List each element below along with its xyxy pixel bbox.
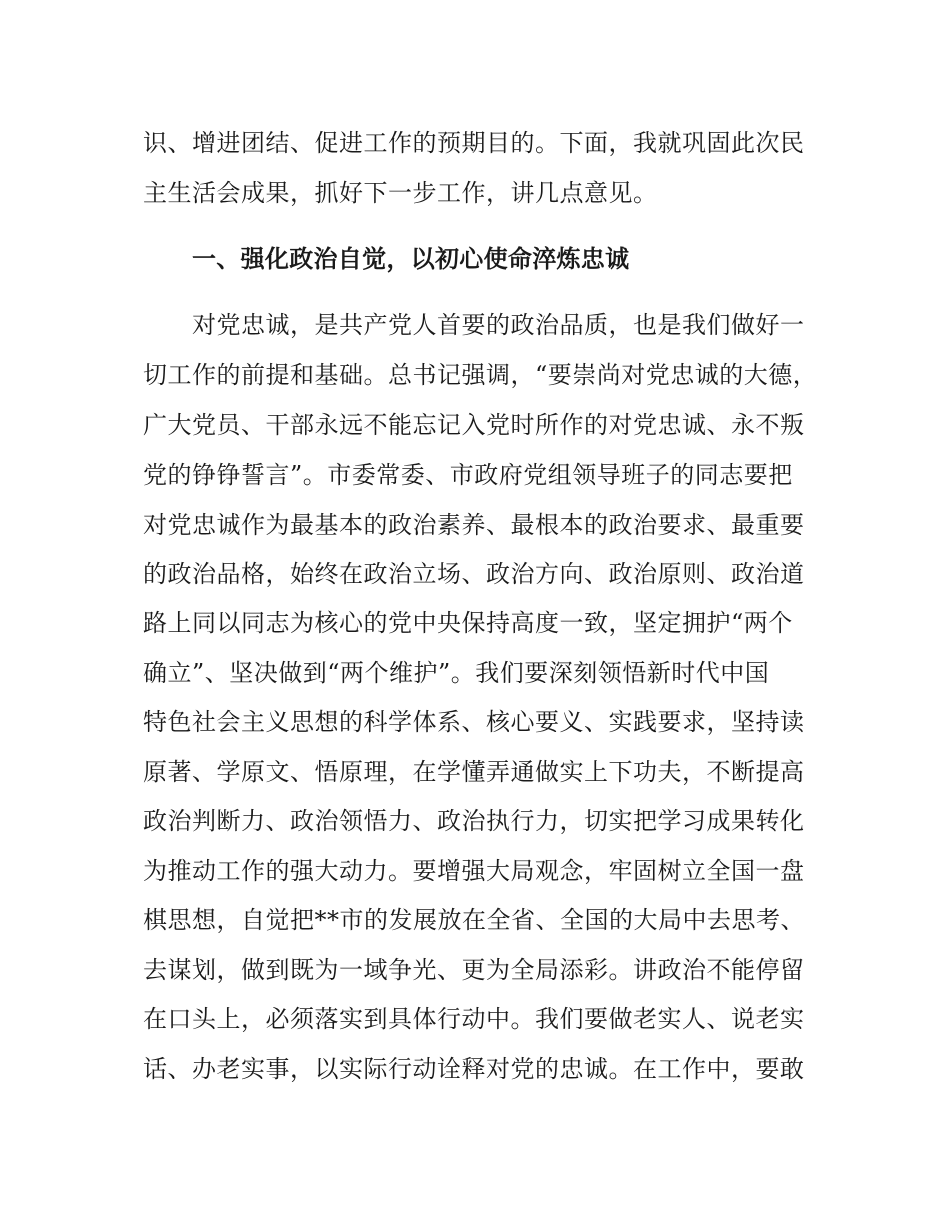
body-line: 切工作的前提和基础。总书记强调，“要崇尚对党忠诚的大德， xyxy=(143,361,818,389)
body-line: 广大党员、干部永远不能忘记入党时所作的对党忠诚、永不叛 xyxy=(143,411,805,439)
body-line: 话、办老实事，以实际行动诠释对党的忠诚。在工作中，要敢 xyxy=(143,1055,805,1083)
body-line: 对党忠诚作为最基本的政治素养、最根本的政治要求、最重要 xyxy=(143,511,805,539)
intro-line: 识、增进团结、促进工作的预期目的。下面，我就巩固此次民 xyxy=(143,129,805,157)
intro-line: 主生活会成果，抓好下一步工作，讲几点意见。 xyxy=(143,179,658,207)
body-line: 确立”、坚决做到“两个维护”。我们要深刻领悟新时代中国 xyxy=(143,659,770,687)
body-line: 政治判断力、政治领悟力、政治执行力，切实把学习成果转化 xyxy=(143,807,805,835)
section-heading: 一、强化政治自觉，以初心使命淬炼忠诚 xyxy=(192,245,630,273)
body-line: 棋思想，自觉把**市的发展放在全省、全国的大局中去思考、 xyxy=(143,906,805,934)
body-line: 特色社会主义思想的科学体系、核心要义、实践要求，坚持读 xyxy=(143,708,805,736)
body-line: 路上同以同志为核心的党中央保持高度一致，坚定拥护“两个 xyxy=(143,609,793,637)
body-line: 党的铮铮誓言”。市委常委、市政府党组领导班子的同志要把 xyxy=(143,461,793,489)
body-line: 在口头上，必须落实到具体行动中。我们要做老实人、说老实 xyxy=(143,1005,805,1033)
body-line: 的政治品格，始终在政治立场、政治方向、政治原则、政治道 xyxy=(143,560,805,588)
body-line: 对党忠诚，是共产党人首要的政治品质，也是我们做好一 xyxy=(192,311,805,339)
body-line: 为推动工作的强大动力。要增强大局观念，牢固树立全国一盘 xyxy=(143,857,805,885)
body-line: 原著、学原文、悟原理，在学懂弄通做实上下功夫，不断提高 xyxy=(143,758,805,786)
body-line: 去谋划，做到既为一域争光、更为全局添彩。讲政治不能停留 xyxy=(143,956,805,984)
